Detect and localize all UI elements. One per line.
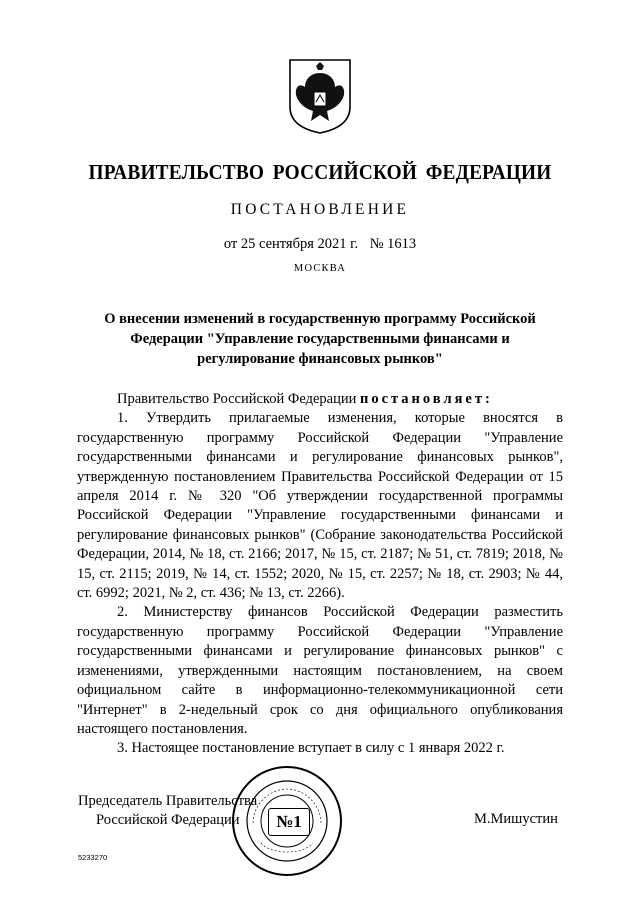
paragraph-1: 1. Утвердить прилагаемые изменения, которые вносятся в государственную программу Российской Федерации "Управление государственными финансами и регулирование финансовых рынков", утвержденную постановлением Правительства Российской Федерации от 15 апреля 2014 г. № 320 "Об утверждении государственной программы Российской Федерации "Управление государственными финансами и регулирование финансовых рынков" (Собрание законодательства Российской Федерации, 2014, № 18, ст. 2166; 2017, № 15, ст. 2187; № 51, ст. 7819; 2018, № 15, ст. 2115; 2019, № 14, ст. 1552; 2020, № 15, ст. 2257; № 18, ст. 2903; № 44, ст. 6992; 2021, № 2, ст. 436; № 13, ст. 2266). [77, 410, 563, 602]
heading-line: О внесении изменений в государственную программу Российской [104, 311, 536, 327]
registration-number: 5233270 [78, 853, 108, 862]
seal-number: №1 [268, 808, 310, 836]
intro-prefix: Правительство Российской Федерации [117, 391, 360, 407]
government-title: ПРАВИТЕЛЬСТВО РОССИЙСКОЙ ФЕДЕРАЦИИ [88, 160, 552, 184]
paragraph-3: 3. Настоящее постановление вступает в силу с 1 января 2022 г. [117, 740, 505, 757]
signatory-title-line: Председатель Правительства [78, 793, 258, 809]
coat-of-arms-icon [287, 57, 353, 135]
heading-line: Федерации "Управление государственными финансами и [130, 331, 510, 347]
document-type: ПОСТАНОВЛЕНИЕ [230, 201, 410, 218]
signatory-title-line: Российской Федерации [96, 812, 240, 829]
document-date: от 25 сентября 2021 г. [223, 236, 359, 252]
document-body [77, 390, 563, 759]
intro-decree-word: постановляет: [359, 391, 493, 407]
intro-paragraph [77, 390, 563, 409]
document-heading [100, 309, 540, 369]
document-number: № 1613 [369, 236, 417, 252]
signatory-name: М.Мишустин [474, 811, 558, 827]
document-city: МОСКВА [293, 263, 347, 274]
heading-line: регулирование финансовых рынков" [197, 351, 443, 367]
document-date-line [0, 236, 640, 253]
paragraph-2: 2. Министерству финансов Российской Федерации разместить государственную программу Российской Федерации "Управление государственными финансами и регулирование финансовых рынков" с изменениями, утвержденными настоящим постановлением, на своем официальном сайте в информационно-телекоммуникационной сети "Интернет" в 2-недельный срок со дня официального опубликования настоящего постановления. [77, 604, 563, 737]
